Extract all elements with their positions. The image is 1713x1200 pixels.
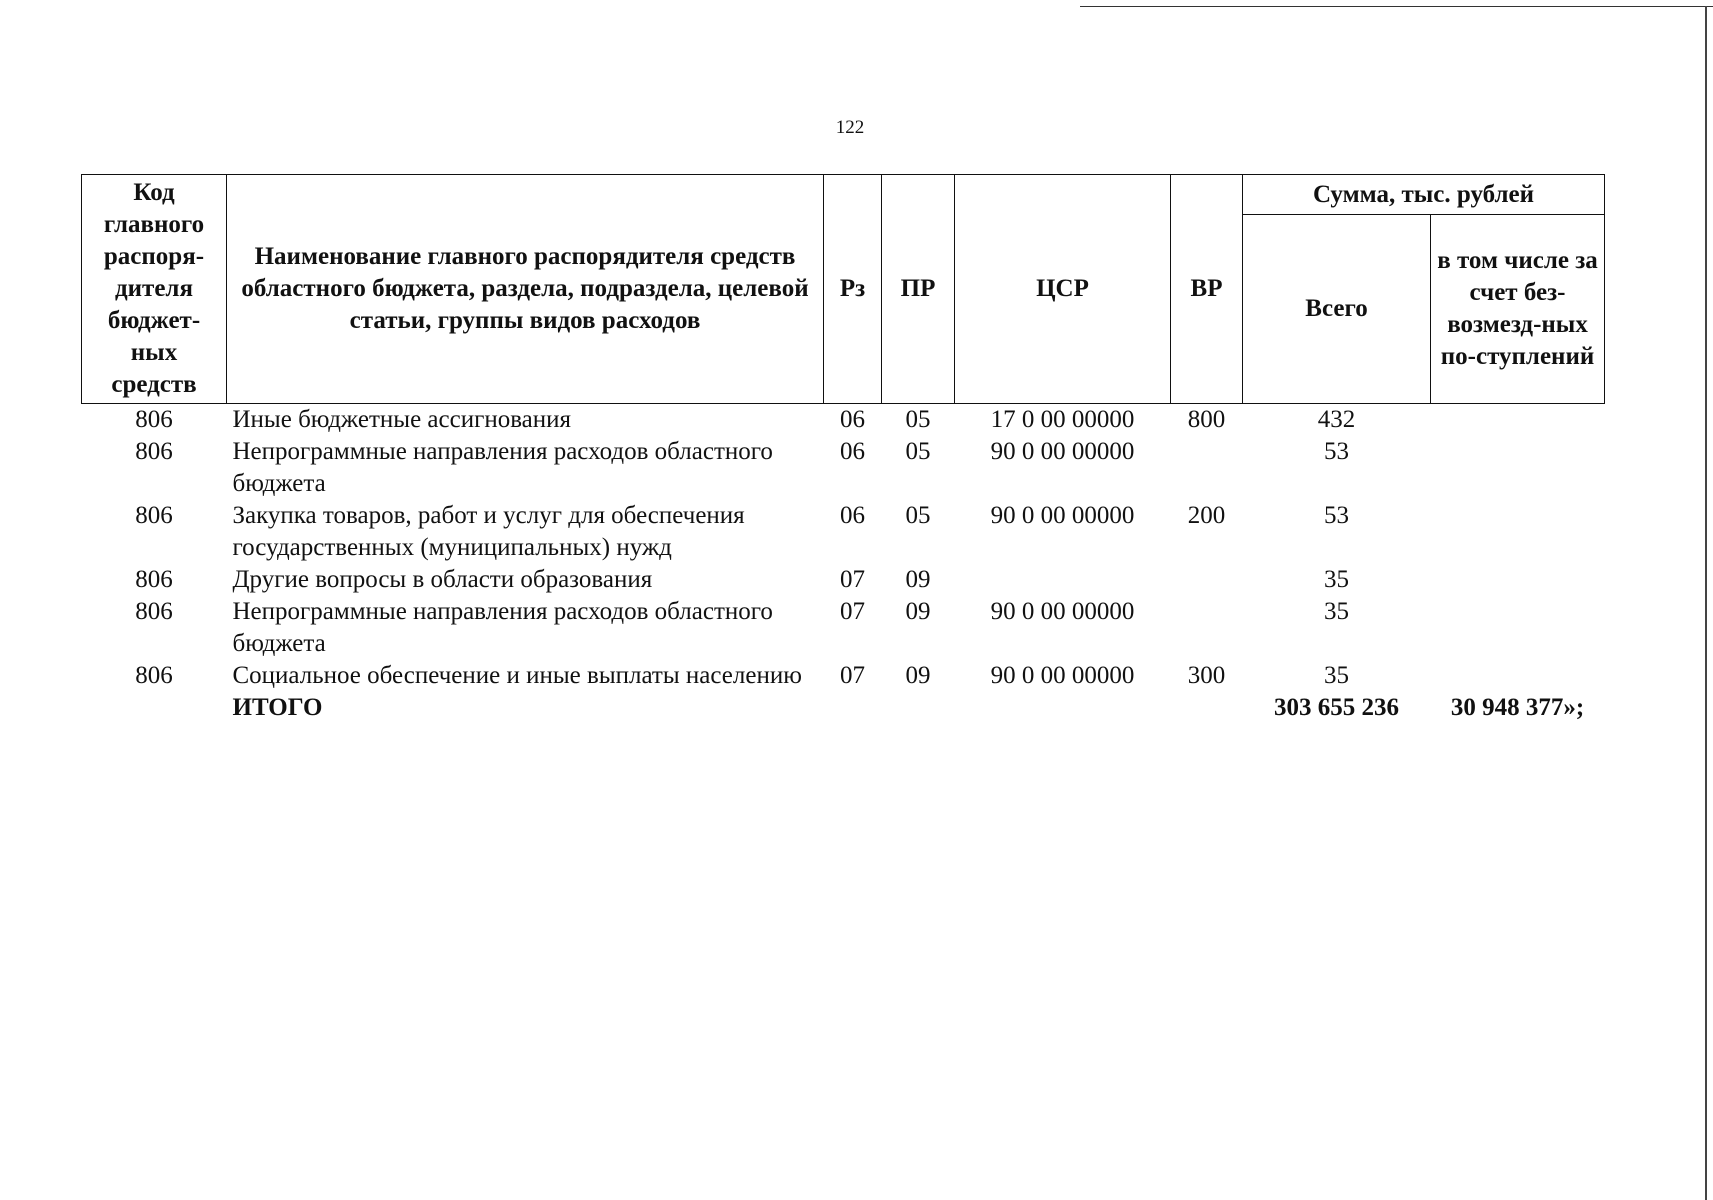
- row-total: 35: [1324, 598, 1349, 625]
- row-name: Непрограммные направления расходов областного бюджета: [232, 438, 773, 497]
- table-row: [82, 436, 1605, 500]
- row-pr: 09: [905, 566, 931, 593]
- row-name: Иные бюджетные ассигнования: [232, 406, 572, 433]
- row-rz: 06: [840, 502, 865, 529]
- row-rz: 06: [840, 438, 865, 465]
- row-rz: 07: [840, 598, 865, 625]
- row-name: Непрограммные направления расходов областного бюджета: [232, 598, 773, 657]
- row-csr: 90 0 00 00000: [990, 598, 1135, 625]
- row-gratuitous: [1431, 500, 1605, 564]
- row-name: Социальное обеспечение и иные выплаты населению: [232, 662, 802, 689]
- row-pr: 05: [905, 502, 931, 529]
- row-vr: [1171, 564, 1243, 596]
- row-code: 806: [135, 438, 173, 465]
- row-pr: 09: [905, 598, 931, 625]
- row-csr: 17 0 00 00000: [990, 406, 1135, 433]
- header-name: Наименование главного распорядителя средств областного бюджета, раздела, подраздела, целевой статьи, группы видов расходов: [227, 175, 824, 404]
- row-name: Закупка товаров, работ и услуг для обеспечения государственных (муниципальных) нужд: [232, 502, 745, 561]
- header-total: Всего: [1243, 215, 1431, 404]
- header-csr: ЦСР: [955, 175, 1171, 404]
- header-gratuitous: в том числе за счет без-возмезд-ных по-ступлений: [1431, 215, 1605, 404]
- total-csr: [955, 692, 1171, 724]
- row-vr: [1171, 436, 1243, 500]
- total-rz: [824, 692, 882, 724]
- table-row: [82, 500, 1605, 564]
- table-row: [82, 596, 1605, 660]
- row-total: 35: [1324, 662, 1349, 689]
- table-row: [82, 564, 1605, 596]
- row-vr: [1171, 596, 1243, 660]
- row-vr: 200: [1187, 502, 1226, 529]
- row-gratuitous: [1431, 660, 1605, 692]
- page-number: 122: [835, 117, 865, 138]
- row-total: 35: [1324, 566, 1349, 593]
- row-code: 806: [135, 566, 173, 593]
- table-row: [82, 660, 1605, 692]
- header-sum-group: Сумма, тыс. рублей: [1243, 175, 1605, 215]
- row-pr: 09: [905, 662, 931, 689]
- header-code: Код главного распоря-дителя бюджет-ных средств: [82, 175, 227, 404]
- header-vr: ВР: [1171, 175, 1243, 404]
- total-code: [82, 692, 227, 724]
- total-pr: [882, 692, 955, 724]
- row-gratuitous: [1431, 596, 1605, 660]
- table-body: [82, 404, 1605, 725]
- scan-border-top: [1080, 6, 1713, 7]
- row-total: 432: [1317, 406, 1356, 433]
- total-label: ИТОГО: [232, 694, 323, 721]
- total-row: [82, 692, 1605, 724]
- row-csr: 90 0 00 00000: [990, 662, 1135, 689]
- row-code: 806: [135, 502, 173, 529]
- row-pr: 05: [905, 406, 931, 433]
- total-gratuitous: 30 948 377»;: [1450, 694, 1585, 721]
- row-csr: 90 0 00 00000: [990, 438, 1135, 465]
- total-sum: 303 655 236: [1274, 694, 1399, 721]
- row-gratuitous: [1431, 564, 1605, 596]
- row-total: 53: [1324, 502, 1349, 529]
- row-pr: 05: [905, 438, 931, 465]
- row-gratuitous: [1431, 436, 1605, 500]
- budget-table: [81, 174, 1605, 724]
- row-vr: 800: [1187, 406, 1226, 433]
- row-csr: [955, 564, 1171, 596]
- row-total: 53: [1324, 438, 1349, 465]
- row-vr: 300: [1187, 662, 1226, 689]
- row-code: 806: [135, 598, 173, 625]
- row-code: 806: [135, 406, 173, 433]
- total-vr: [1171, 692, 1243, 724]
- table-row: [82, 404, 1605, 437]
- row-gratuitous: [1431, 404, 1605, 437]
- table-header: [82, 175, 1605, 404]
- row-rz: 06: [840, 406, 865, 433]
- row-rz: 07: [840, 566, 865, 593]
- scan-border-right: [1705, 6, 1707, 1200]
- row-name: Другие вопросы в области образования: [232, 566, 653, 593]
- row-csr: 90 0 00 00000: [990, 502, 1135, 529]
- row-code: 806: [135, 662, 173, 689]
- header-rz: Рз: [824, 175, 882, 404]
- header-pr: ПР: [882, 175, 955, 404]
- row-rz: 07: [840, 662, 865, 689]
